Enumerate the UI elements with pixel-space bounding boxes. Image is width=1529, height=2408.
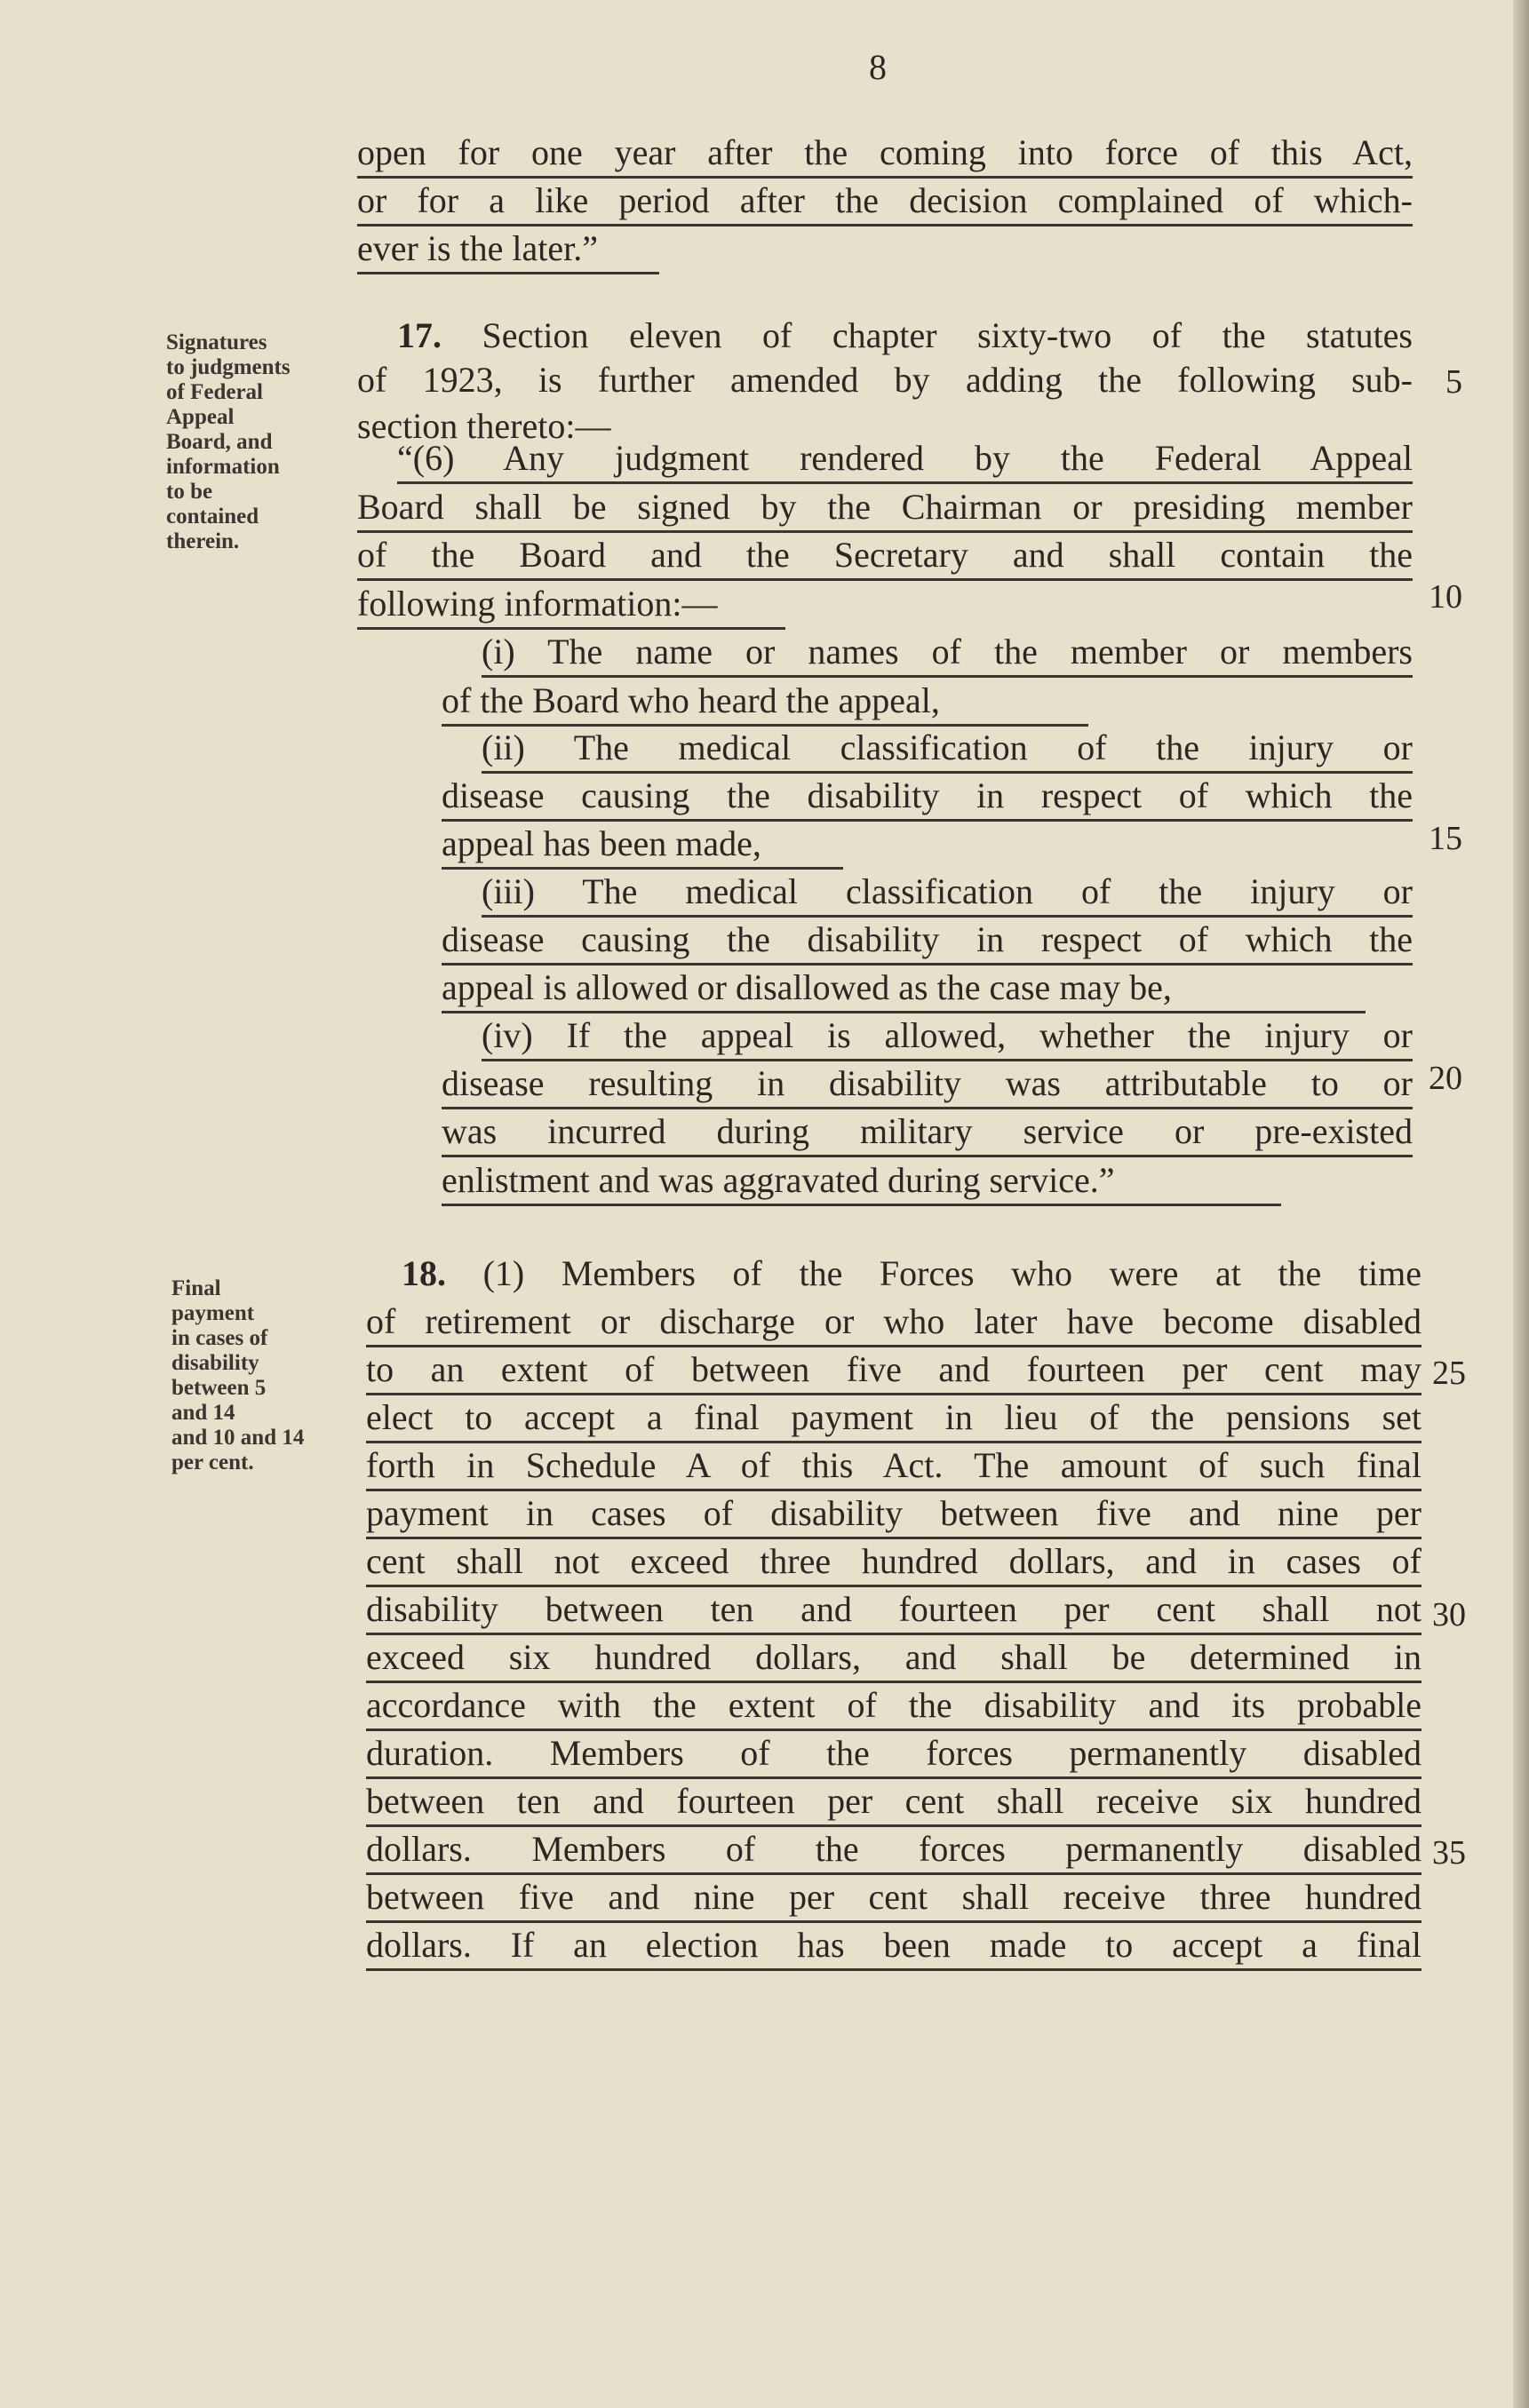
line-number: 25	[1432, 1355, 1466, 1392]
line-number: 5	[1445, 363, 1462, 401]
text-line: 17. Section eleven of chapter sixty-two of the statutes	[397, 315, 1413, 355]
text-line: 18. (1) Members of the Forces who were at the time	[402, 1253, 1421, 1293]
margin-note-line: in cases of	[171, 1326, 268, 1350]
line-number: 15	[1429, 820, 1462, 857]
text-line: following information:—	[357, 583, 785, 630]
text-line: to an extent of between five and fourteen per cent may	[366, 1348, 1421, 1395]
text-line: disability between ten and fourteen per cent shall not	[366, 1588, 1421, 1635]
margin-note-line: disability	[171, 1351, 259, 1375]
text-line: between ten and fourteen per cent shall receive six hundred	[366, 1780, 1421, 1827]
margin-note-line: and 10 and 14	[171, 1426, 305, 1450]
margin-note-line: Appeal	[166, 405, 235, 429]
margin-note-line: contained	[166, 505, 259, 528]
margin-note-line: and 14	[171, 1401, 235, 1425]
margin-note-section-17	[166, 330, 291, 554]
text-line: disease causing the disability in respect of which the	[442, 918, 1413, 966]
text-line: dollars. Members of the forces permanently disabled	[366, 1828, 1421, 1875]
text-line: (iii) The medical classification of the injury or	[482, 870, 1413, 918]
text-line: dollars. If an election has been made to accept a final	[366, 1924, 1421, 1971]
text-line: or for a like period after the decision complained of which-	[357, 179, 1413, 226]
text-line: “(6) Any judgment rendered by the Federal Appeal	[397, 437, 1413, 484]
text-line: ever is the later.”	[357, 227, 659, 274]
line-number: 30	[1432, 1596, 1466, 1633]
text-line: of the Board and the Secretary and shall contain the	[357, 534, 1413, 581]
margin-note-line: to judgments	[166, 355, 291, 379]
text-line: appeal is allowed or disallowed as the case may be,	[442, 966, 1366, 1013]
text-line: cent shall not exceed three hundred dollars, and in cases of	[366, 1540, 1421, 1587]
text-line: payment in cases of disability between five and nine per	[366, 1492, 1421, 1539]
margin-note-line: therein.	[166, 529, 240, 553]
margin-note-line: between 5	[171, 1376, 267, 1400]
text-line: disease causing the disability in respect of which the	[442, 775, 1413, 822]
text-line: of 1923, is further amended by adding the following sub-	[357, 360, 1413, 400]
text-line: forth in Schedule A of this Act. The amount of such final	[366, 1444, 1421, 1491]
text-line: between five and nine per cent shall receive three hundred	[366, 1876, 1421, 1923]
page-number: 8	[869, 47, 887, 87]
text-line: (iv) If the appeal is allowed, whether the injury or	[482, 1014, 1413, 1061]
text-line: of the Board who heard the appeal,	[442, 679, 1088, 727]
margin-note-line: of Federal	[166, 380, 263, 404]
text-line: enlistment and was aggravated during service.”	[442, 1159, 1281, 1206]
text-line: (ii) The medical classification of the injury or	[482, 727, 1413, 774]
margin-note-line: Final	[171, 1276, 221, 1300]
margin-note-section-18	[171, 1276, 304, 1475]
section-number-18: 18.	[402, 1253, 446, 1293]
margin-note-line: Signatures	[166, 330, 267, 354]
line-number: 10	[1429, 578, 1462, 616]
text-line: elect to accept a final payment in lieu of the pensions set	[366, 1396, 1421, 1443]
text-line: disease resulting in disability was attributable to or	[442, 1062, 1413, 1109]
margin-note-line: per cent.	[171, 1450, 254, 1474]
margin-note-line: Board, and	[166, 430, 273, 454]
text-line: was incurred during military service or pre-existed	[442, 1110, 1413, 1157]
line-number: 20	[1429, 1060, 1462, 1097]
line-number: 35	[1432, 1834, 1466, 1872]
margin-note-line: to be	[166, 480, 213, 504]
text-line: (i) The name or names of the member or members	[482, 631, 1413, 678]
text-line: section thereto:—	[357, 406, 611, 446]
text-line: of retirement or discharge or who later have become disabled	[366, 1300, 1421, 1347]
section-number-17: 17.	[397, 315, 442, 355]
page-edge-shadow	[1513, 0, 1529, 2408]
text-line: accordance with the extent of the disability and its probable	[366, 1684, 1421, 1731]
text-line: open for one year after the coming into force of this Act,	[357, 131, 1413, 179]
margin-note-line: payment	[171, 1301, 255, 1325]
margin-note-line: information	[166, 455, 280, 479]
text-line: duration. Members of the forces permanently disabled	[366, 1732, 1421, 1779]
text-line: Board shall be signed by the Chairman or presiding member	[357, 486, 1413, 533]
text-line: exceed six hundred dollars, and shall be determined in	[366, 1636, 1421, 1683]
text-line: appeal has been made,	[442, 823, 843, 870]
